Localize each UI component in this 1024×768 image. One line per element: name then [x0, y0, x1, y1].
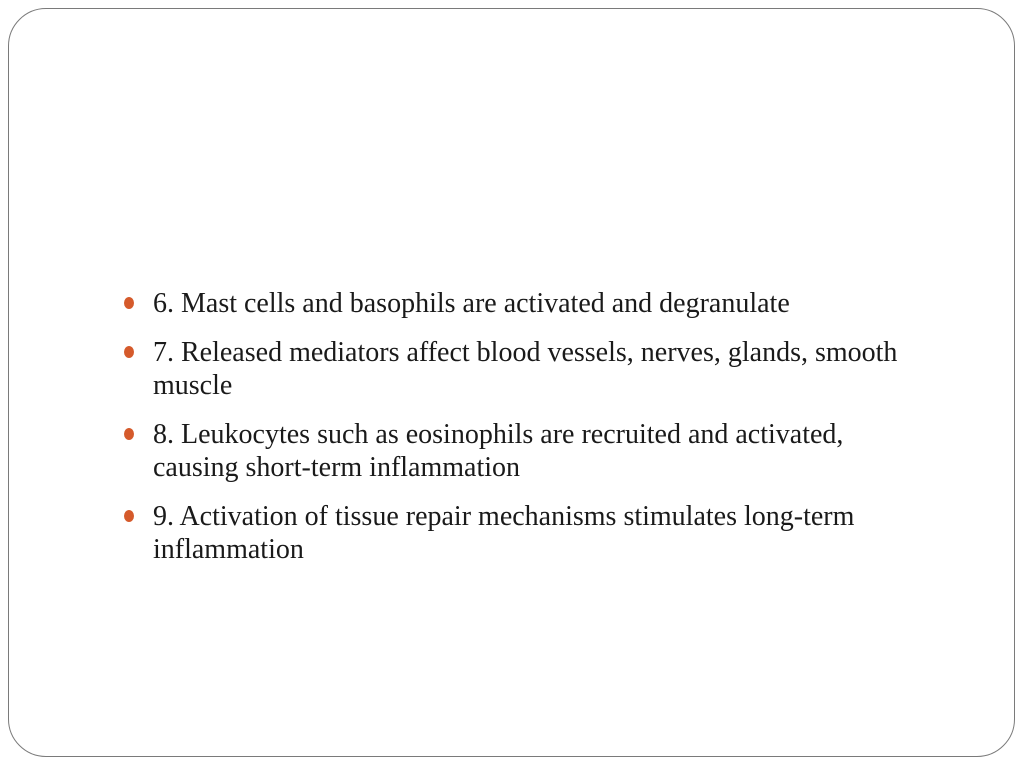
bullet-item-6: [121, 287, 933, 320]
bullet-item-7: [121, 336, 933, 402]
bullet-item-8: [121, 418, 933, 484]
bullet-text: 9. Activation of tissue repair mechanisms stimulates long-term inflammation: [153, 501, 855, 565]
bullet-text: 7. Released mediators affect blood vessels, nerves, glands, smooth muscle: [153, 337, 898, 401]
slide-frame: [8, 8, 1015, 757]
bullet-dot-icon: [124, 346, 134, 358]
bullet-dot-icon: [124, 297, 134, 309]
bullet-dot-icon: [124, 510, 134, 522]
bullet-dot-icon: [124, 428, 134, 440]
bullet-text: 6. Mast cells and basophils are activated and degranulate: [153, 288, 790, 319]
bullet-list: [121, 287, 933, 582]
bullet-text: 8. Leukocytes such as eosinophils are recruited and activated, causing short-term inflammation: [153, 419, 844, 483]
bullet-item-9: [121, 500, 933, 566]
